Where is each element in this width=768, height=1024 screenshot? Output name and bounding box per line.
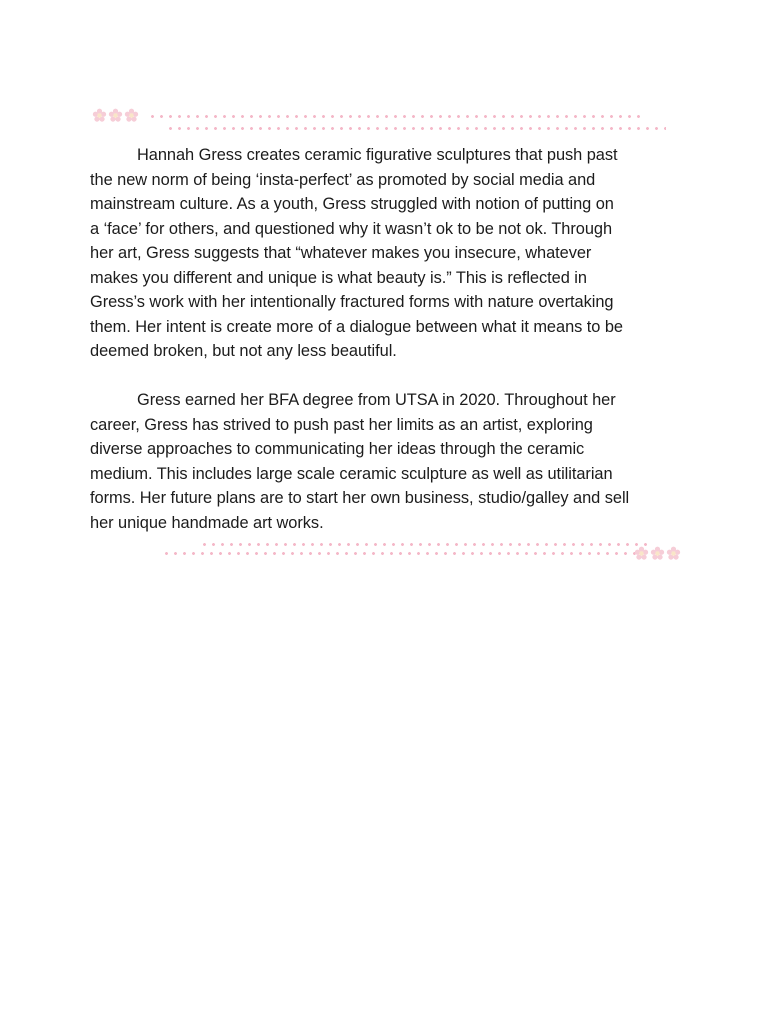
text-line: career, Gress has strived to push past her limits as an artist, exploring — [90, 415, 593, 434]
dotted-line — [166, 127, 666, 130]
bottom-decorative-border — [160, 540, 690, 560]
flower-icon — [92, 108, 107, 123]
text-line: makes you different and unique is what beauty is.” This is reflected in — [90, 268, 587, 287]
flower-icon — [634, 546, 649, 561]
paragraph-1 — [90, 143, 690, 364]
text-line: her unique handmade art works. — [90, 513, 324, 532]
paragraph-2 — [90, 388, 690, 535]
flower-icon — [108, 108, 123, 123]
flower-cluster-right — [634, 546, 681, 561]
flower-icon — [666, 546, 681, 561]
text-line: them. Her intent is create more of a dialogue between what it means to be — [90, 317, 623, 336]
text-line: Hannah Gress creates ceramic figurative sculptures that push past — [137, 146, 618, 164]
body-text — [90, 143, 690, 535]
text-line: a ‘face’ for others, and questioned why it wasn’t ok to be not ok. Through — [90, 219, 613, 238]
flower-cluster-left — [92, 108, 139, 123]
flower-icon — [124, 108, 139, 123]
dotted-line — [162, 552, 636, 555]
text-line: forms. Her future plans are to start her own business, studio/galley and sell — [90, 489, 630, 507]
text-line: medium. This includes large scale ceramic sculpture as well as utilitarian — [90, 464, 613, 483]
text-line: diverse approaches to communicating her ideas through the ceramic — [90, 440, 585, 458]
flower-icon — [650, 546, 665, 561]
text-line: deemed broken, but not any less beautiful. — [90, 342, 397, 360]
text-line: Gress’s work with her intentionally fractured forms with nature overtaking — [90, 293, 614, 311]
dotted-line — [200, 543, 650, 546]
top-decorative-border — [92, 108, 676, 128]
text-line: Gress earned her BFA degree from UTSA in 2020. Throughout her — [137, 391, 616, 409]
text-line: the new norm of being ‘insta-perfect’ as promoted by social media and — [90, 170, 596, 189]
text-line: her art, Gress suggests that “whatever makes you insecure, whatever — [90, 244, 592, 262]
text-line: mainstream culture. As a youth, Gress struggled with notion of putting on — [90, 195, 614, 213]
dotted-line — [148, 115, 644, 118]
